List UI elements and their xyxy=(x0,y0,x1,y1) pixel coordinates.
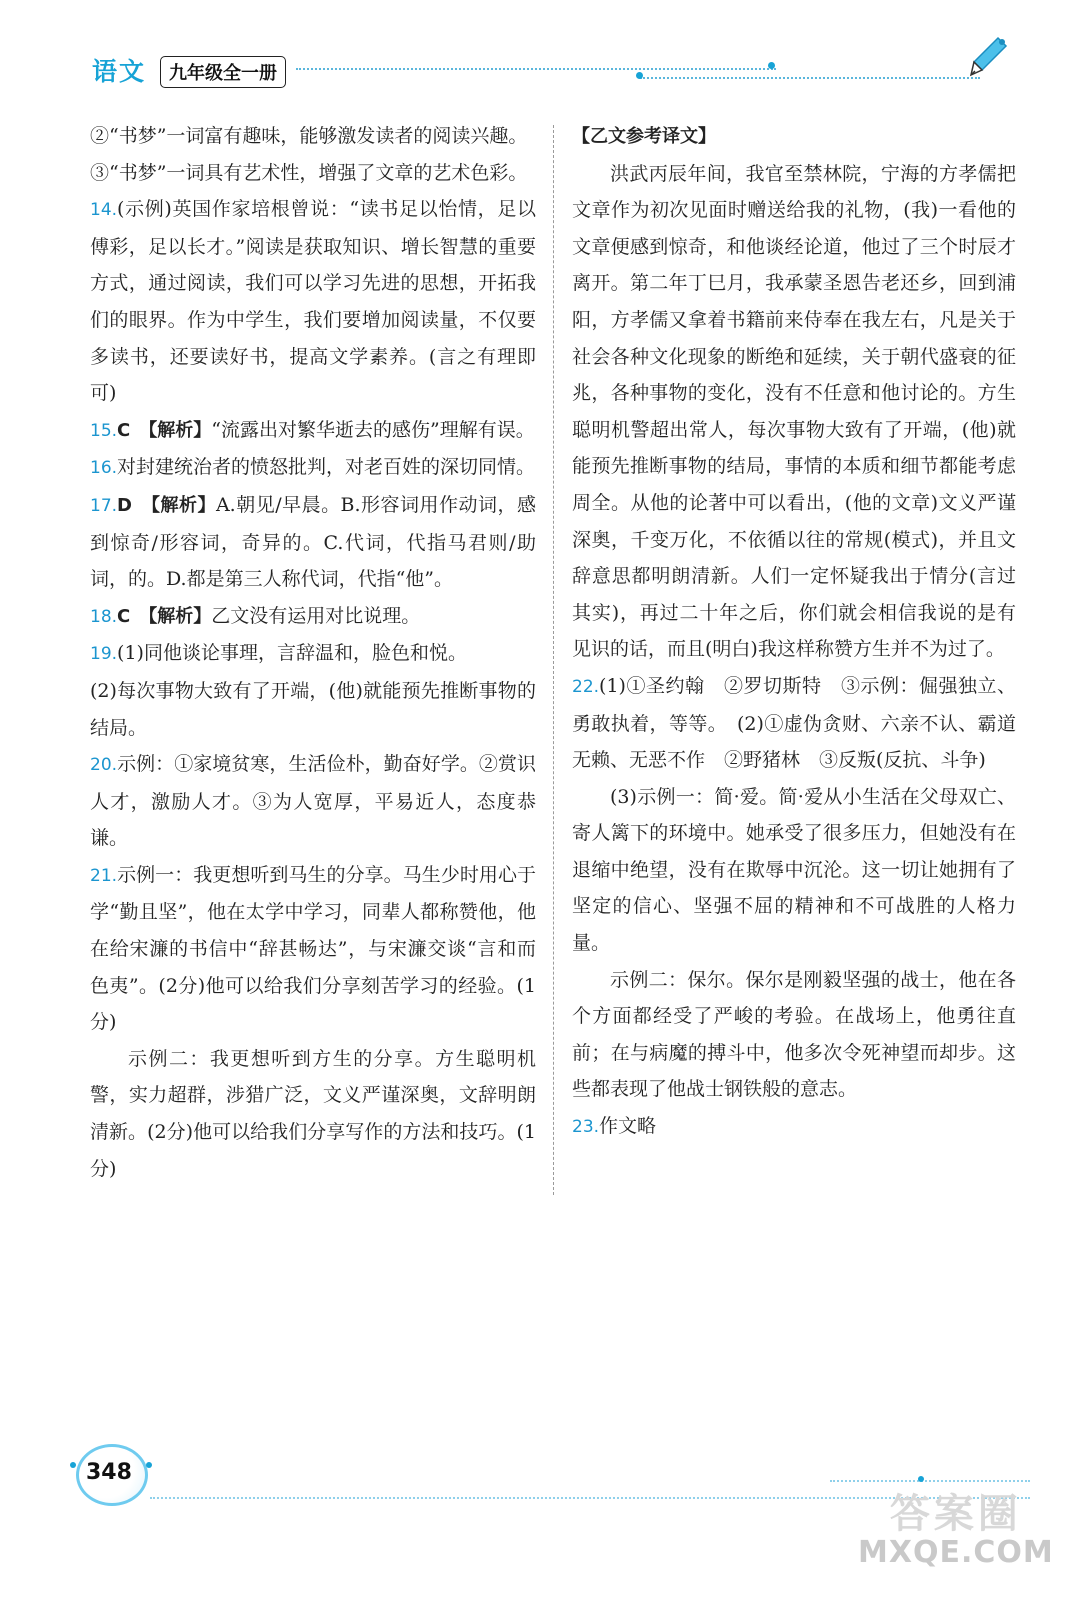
right-column-paragraph xyxy=(572,1108,1016,1146)
paragraph-text: (示例)英国作家培根曾说：“读书足以怡情，足以傅彩，足以长才。”阅读是获取知识、增长智慧的重要方式，通过阅读，我们可以学习先进的思想，开拓我们的眼界。作为中学生，我们要增加阅读量，不仅要多读书，还要读好书，提高文学素养。(言之有理即可) xyxy=(90,198,536,405)
right-column-paragraph xyxy=(572,668,1016,779)
answer-tag: C 【解析】 xyxy=(117,419,212,441)
footer-dot xyxy=(918,1476,924,1482)
question-number: 22. xyxy=(572,676,600,697)
paragraph-text: ③“书梦”一词具有艺术性，增强了文章的艺术色彩。 xyxy=(90,161,528,184)
right-column-paragraph xyxy=(572,118,1016,156)
paragraph-text: “流露出对繁华逝去的感伤”理解有误。 xyxy=(211,418,535,441)
question-number: 20. xyxy=(90,755,118,776)
header-dotted-line xyxy=(296,68,776,70)
left-column-paragraph xyxy=(90,857,536,1041)
page-number: 348 xyxy=(86,1460,132,1485)
left-column-paragraph xyxy=(90,412,536,450)
page-header xyxy=(0,0,1075,100)
watermark-top: 答案圈 xyxy=(889,1491,1022,1537)
question-number: 16. xyxy=(90,458,118,479)
paragraph-text: 示例二：我更想听到方生的分享。方生聪明机警，实力超群，涉猎广泛，文义严谨深奥，文辞明朗清新。(2分)他可以给我们分享写作的方法和技巧。(1分) xyxy=(90,1047,536,1180)
question-number: 19. xyxy=(90,644,118,665)
question-number: 18. xyxy=(90,606,118,627)
paragraph-text: 作文略 xyxy=(599,1115,657,1138)
paragraph-text: A.朝见/早晨。B.形容词用作动词，感到惊奇/形容词，奇异的。C.代词，代指马君则/助词，的。D.都是第三人称代词，代指“他”。 xyxy=(90,493,536,591)
paragraph-text: (1)同他谈论事理，言辞温和，脸色和悦。 xyxy=(117,642,467,665)
left-column-paragraph xyxy=(90,118,536,155)
paragraph-text: (1)①圣约翰 ②罗切斯特 ③示例：倔强独立、勇敢执着，等等。 (2)①虚伪贪财、六亲不认、霸道无赖、无恶不作 ②野猪林 ③反叛(反抗、斗争) xyxy=(572,674,1016,772)
footer-dot xyxy=(70,1462,76,1468)
question-number: 14. xyxy=(90,200,118,221)
paragraph-text: (2)每次事物大致有了开端，(他)就能预先推断事物的结局。 xyxy=(90,679,536,739)
left-column xyxy=(90,118,536,1187)
left-column-paragraph xyxy=(90,598,536,636)
pen-icon xyxy=(968,36,1008,78)
watermark xyxy=(858,1492,1054,1569)
paragraph-text: (3)示例一：简·爱。简·爱从小生活在父母双亡、寄人篱下的环境中。她承受了很多压力，但她没有在退缩中绝望，没有在欺辱中沉沦。这一切让她拥有了坚定的信心、坚强不屈的精神和不可战胜的人格力量。 xyxy=(572,785,1016,955)
right-column-paragraph xyxy=(572,962,1016,1108)
grade-label: 九年级全一册 xyxy=(160,56,286,88)
paragraph-text: 乙文没有运用对比说理。 xyxy=(211,604,421,627)
subject-label: 语文 xyxy=(92,57,147,86)
answer-tag: C 【解析】 xyxy=(117,605,212,627)
question-number: 17. xyxy=(90,495,118,516)
left-column-paragraph xyxy=(90,191,536,412)
answer-tag: 【乙文参考译文】 xyxy=(572,126,716,147)
question-number: 23. xyxy=(572,1117,600,1138)
question-number: 15. xyxy=(90,420,118,441)
paragraph-text: 洪武丙辰年间，我官至禁林院，宁海的方孝儒把文章作为初次见面时赠送给我的礼物，(我)一看他的文章便感到惊奇，和他谈经论道，他过了三个时辰才离开。第二年丁巳月，我承蒙圣恩告老还乡，回到浦阳，方孝儒又拿着书籍前来侍奉在我左右，凡是关于社会各种文化现象的断绝和延续，关于朝代盛衰的征兆，各种事物的变化，没有不任意和他讨论的。方生聪明机警超出常人，每次事物大致有了开端，(他)就能预先推断事物的结局，事情的本质和细节都能考虑周全。从他的论著中可以看出，(他的文章)文义严谨深奥，千变万化，不依循以往的常规(模式)，并且文辞意思都明朗清新。人们一定怀疑我出于情分(言过其实)，再过二十年之后，你们就会相信我说的是有见识的话，而且(明白)我这样称赞方生并不为过了。 xyxy=(572,162,1016,661)
left-column-paragraph xyxy=(90,155,536,192)
left-column-paragraph xyxy=(90,635,536,673)
answer-tag: D 【解析】 xyxy=(117,494,216,516)
header-dotted-line-lower xyxy=(640,77,980,79)
paragraph-text: ②“书梦”一词富有趣味，能够激发读者的阅读兴趣。 xyxy=(90,125,528,147)
watermark-bottom: MXQE.COM xyxy=(858,1535,1054,1570)
right-column-paragraph xyxy=(572,779,1016,962)
header-dot xyxy=(768,62,775,69)
paragraph-text: 对封建统治者的愤怒批判，对老百姓的深切同情。 xyxy=(117,456,536,479)
paragraph-text: 示例二：保尔。保尔是刚毅坚强的战士，他在各个方面都经受了严峻的考验。在战场上，他勇往直前；在与病魔的搏斗中，他多次令死神望而却步。这些都表现了他战士钢铁般的意志。 xyxy=(572,968,1016,1101)
paragraph-text: 示例一：我更想听到马生的分享。马生少时用心于学“勤且坚”，他在太学中学习，同辈人都称赞他，他在给宋濂的书信中“辞甚畅达”，与宋濂交谈“言和而色夷”。(2分)他可以给我们分享刻苦学习的经验。(1分) xyxy=(90,863,536,1034)
column-divider xyxy=(553,125,554,1195)
left-column-paragraph xyxy=(90,487,536,598)
left-column-paragraph xyxy=(90,449,536,487)
paragraph-text: 示例：①家境贫寒，生活俭朴，勤奋好学。②赏识人才，激励人才。③为人宽厚，平易近人，态度恭谦。 xyxy=(90,753,536,850)
footer-dotted-line-upper xyxy=(830,1480,1030,1482)
question-number: 21. xyxy=(90,865,118,886)
left-column-paragraph xyxy=(90,673,536,746)
left-column-paragraph xyxy=(90,1041,536,1187)
header-dot xyxy=(636,72,643,79)
left-column-paragraph xyxy=(90,746,536,857)
right-column xyxy=(572,118,1016,1146)
right-column-paragraph xyxy=(572,156,1016,668)
footer-dot xyxy=(146,1462,152,1468)
